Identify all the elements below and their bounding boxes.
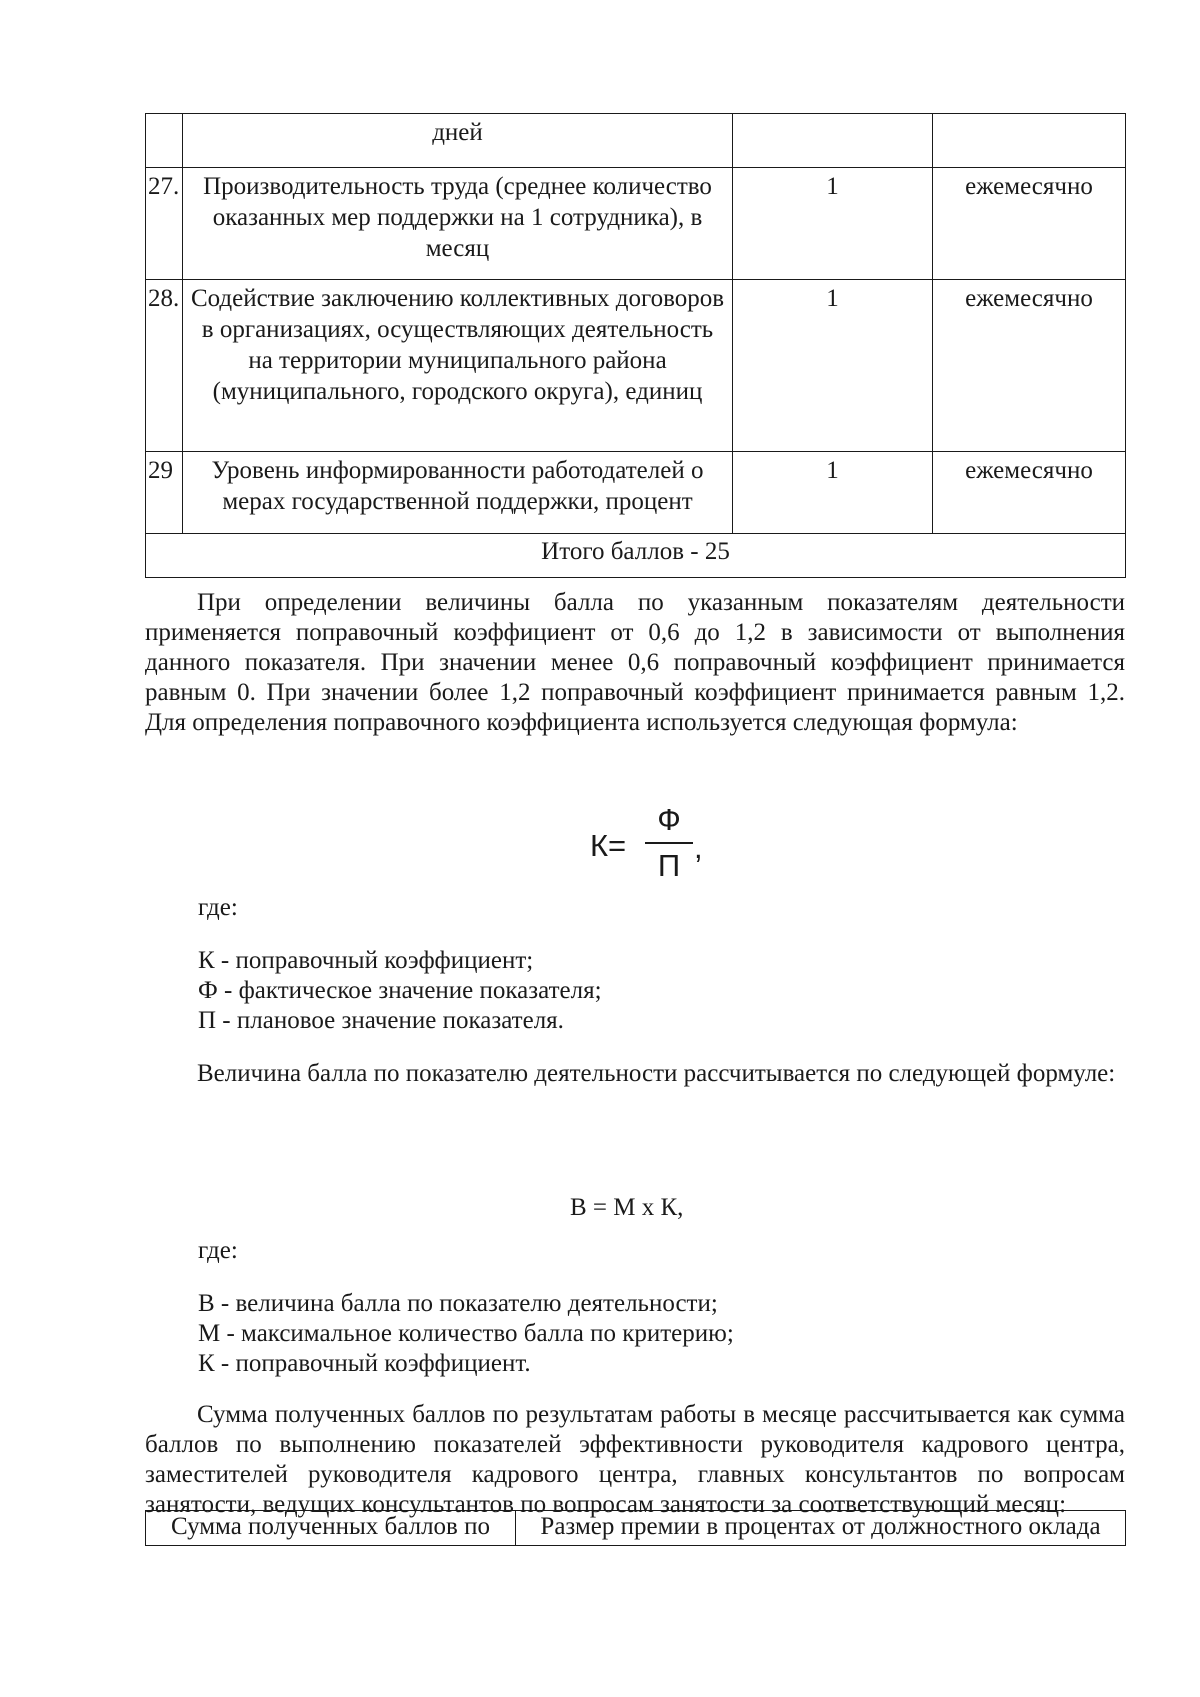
- fraction-bar: [645, 842, 693, 844]
- definition-line: П - плановое значение показателя.: [198, 1007, 564, 1034]
- definition-line: Ф - фактическое значение показателя;: [198, 977, 602, 1004]
- indicator-name: дней: [183, 114, 733, 168]
- indicator-frequency: ежемесячно: [933, 452, 1126, 534]
- where-label: где:: [198, 894, 238, 921]
- bonus-table-header-points: Сумма полученных баллов по: [146, 1511, 516, 1546]
- indicator-points: [733, 114, 933, 168]
- where-label: где:: [198, 1237, 238, 1264]
- indicator-points: 1: [733, 168, 933, 280]
- indicators-table: [145, 113, 1126, 578]
- indicator-frequency: [933, 114, 1126, 168]
- formula-lhs: К=: [590, 828, 627, 863]
- total-points: Итого баллов - 25: [146, 534, 1126, 578]
- bonus-table: [145, 1510, 1126, 1546]
- table-row: [146, 452, 1126, 534]
- definition-line: К - поправочный коэффициент.: [198, 1350, 531, 1377]
- row-number: 27.: [146, 168, 183, 280]
- indicator-points: 1: [733, 452, 933, 534]
- indicator-name: Уровень информированности работодателей о мерах государственной поддержки, процент: [183, 452, 733, 534]
- indicator-frequency: ежемесячно: [933, 280, 1126, 452]
- definition-line: М - максимальное количество балла по критерию;: [198, 1320, 734, 1347]
- formula-fraction: [645, 800, 693, 886]
- table-total-row: [146, 534, 1126, 578]
- sum-paragraph: Сумма полученных баллов по результатам работы в месяце рассчитывается как сумма баллов по выполнению показателей эффективности руководителя кадрового центра, заместителей руководителя кадрового центра, главных консультантов по вопросам занятости, ведущих консультантов по вопросам занятости за соответствующий месяц:: [145, 1401, 1125, 1518]
- formula-tail: ,: [694, 830, 703, 865]
- indicator-points: 1: [733, 280, 933, 452]
- definition-line: К - поправочный коэффициент;: [198, 947, 534, 974]
- score-paragraph: Величина балла по показателю деятельности рассчитывается по следующей формуле:: [197, 1060, 1116, 1087]
- table-row: [146, 280, 1126, 452]
- row-number: 28.: [146, 280, 183, 452]
- indicator-frequency: ежемесячно: [933, 168, 1126, 280]
- definition-line: В - величина балла по показателю деятельности;: [198, 1290, 718, 1317]
- score-formula: В = М х К,: [570, 1194, 684, 1221]
- formula-denominator: П: [657, 848, 681, 883]
- row-number: 29: [146, 452, 183, 534]
- indicator-name: Содействие заключению коллективных договоров в организациях, осуществляющих деятельность на территории муниципального района (муниципального, городского округа), единиц: [183, 280, 733, 452]
- indicator-name: Производительность труда (среднее количество оказанных мер поддержки на 1 сотрудника), в месяц: [183, 168, 733, 280]
- table-row: [146, 168, 1126, 280]
- table-row: [146, 114, 1126, 168]
- coefficient-paragraph: При определении величины балла по указанным показателям деятельности применяется поправочный коэффициент от 0,6 до 1,2 в зависимости от выполнения данного показателя. При значении менее 0,6 поправочный коэффициент принимается равным 0. При значении более 1,2 поправочный коэффициент принимается равным 1,2. Для определения поправочного коэффициента используется следующая формула:: [145, 589, 1125, 736]
- bonus-table-header-percent: Размер премии в процентах от должностного оклада: [516, 1511, 1126, 1546]
- formula-numerator: Ф: [657, 802, 681, 837]
- row-number: [146, 114, 183, 168]
- table-row: [146, 1511, 1126, 1546]
